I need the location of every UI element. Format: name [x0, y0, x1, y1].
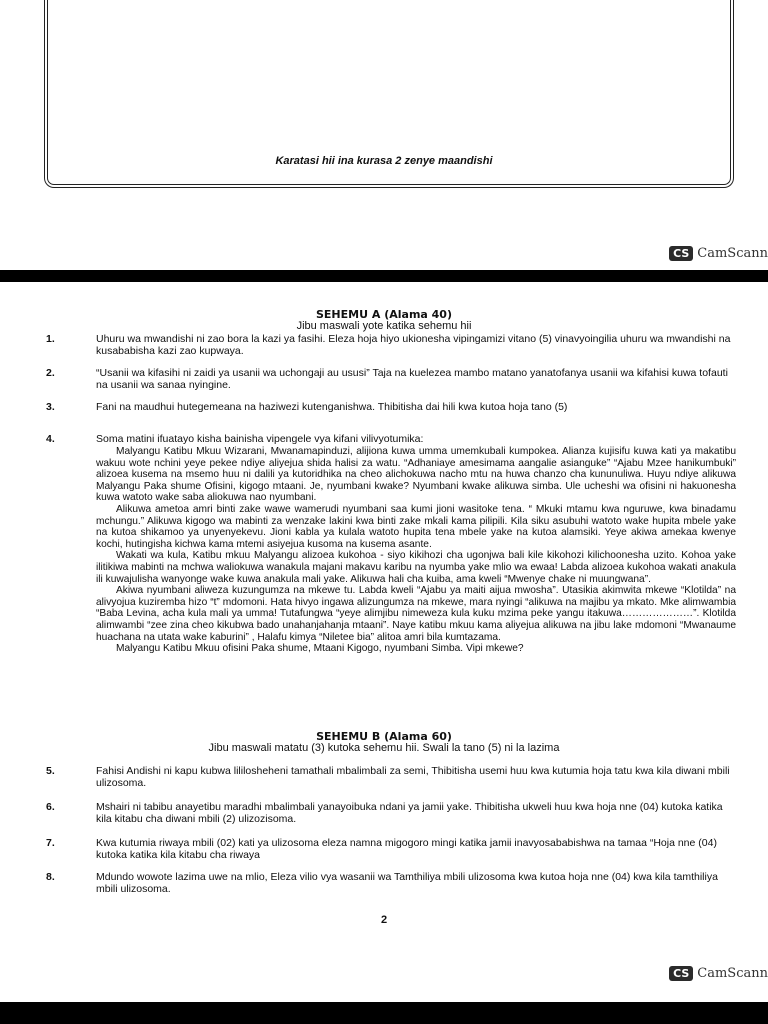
- camscanner-logo-icon: CS: [669, 246, 693, 261]
- question-number: 7.: [46, 837, 55, 849]
- question-4: [46, 434, 736, 446]
- page-count-note: Karatasi hii ina kurasa 2 zenye maandishi: [275, 155, 493, 167]
- camscanner-watermark: [669, 966, 768, 981]
- question-2: [46, 368, 736, 391]
- section-a-instruction-text: Jibu maswali yote katika sehemu hii: [296, 320, 472, 332]
- question-7: [46, 838, 736, 861]
- page-separator: [0, 270, 768, 282]
- camscanner-label: CamScann: [697, 966, 768, 981]
- question-number: 4.: [46, 433, 55, 445]
- question-text: Soma matini ifuatayo kisha bainisha vipengele vya kifani vilivyotumika:: [96, 433, 424, 445]
- passage-paragraph: Malyangu Katibu Mkuu Wizarani, Mwanamapinduzi, alijiona kuwa umma umemkubali kumpokea. Alianza kujisifu kuwa kati ya makatibu wakuu wote nchini yeye pekee ndiye aliyejua shida halisi za watu. “Adhaniaye amesimama aangalie asianguke” “Ajabu Mzee hanikumbuki” alizoea kusema na msemo huu ni dalili ya kutoridhika na cheo alichokuwa nacho mtu na huwa chanzo cha kununuliwa. Huyu ndiye alikuwa Malyangu Paka shume Ofisini, kigogo mtaani. Je, nyumbani kwake? Nyumbani kwake alikuwa simba. Ule ucheshi wa ofisini ni hakuonesha kuwa watoto wake saba aliokuwa nao nyumbani.: [96, 446, 736, 504]
- section-a-title: SEHEMU A (Alama 40): [316, 308, 452, 321]
- question-number: 1.: [46, 333, 55, 345]
- section-b-instruction: Jibu maswali matatu (3) kutoka sehemu hii. Swali la tano (5) ni la lazima: [208, 742, 560, 754]
- page-number: 2: [380, 914, 388, 926]
- reading-passage: [96, 446, 736, 655]
- section-b-title: SEHEMU B (Alama 60): [316, 730, 452, 743]
- section-a-instruction: [0, 320, 768, 332]
- camscanner-label: CamScann: [697, 246, 768, 261]
- passage-paragraph: Alikuwa ametoa amri binti zake wawe wamerudi nyumbani saa kumi jioni wasitoke tena. “ Mkuki mtamu kwa nguruwe, kwa binadamu mchungu.” Alikuwa kigogo wa mabinti za wenzake lakini kwa binti zake mkali kama pilipili. Kila siku asubuhi watoto wake hupita mbele yake na kutoa shikamoo ya unyenyekevu. Jioni kabla ya kulala watoto hupita tena mbele yake na kutoa alamsiki. Yeye akiwa amekaa kwenye kochi, hutingisha kichwa kama mtemi asiyejua kusoma na kusema asante.: [96, 503, 736, 550]
- question-1: [46, 334, 736, 357]
- camscanner-watermark: [669, 246, 768, 261]
- question-text: “Usanii wa kifasihi ni zaidi ya usanii wa uchongaji au ususi” Taja na kuelezea mambo matano yanatofanya usanii wa kifahisi kuwa tofauti na usanii wa sanaa nyingine.: [96, 367, 728, 391]
- question-text: Uhuru wa mwandishi ni zao bora la kazi ya fasihi. Eleza hoja hiyo ukionesha vipingamizi vitano (5) vinavyoingilia uhuru wa mwandishi na kusababisha kazi zao kupwaya.: [96, 333, 731, 357]
- question-number: 5.: [46, 765, 55, 777]
- question-text: Mdundo wowote lazima uwe na mlio, Eleza vilio vya wasanii wa Tamthiliya mbili ulizosoma kwa kutoa hoja nne (04) kwa kila tamthiliya mbili ulizosoma.: [96, 871, 718, 895]
- passage-paragraph: Akiwa nyumbani aliweza kuzungumza na mkewe tu. Labda kweli “Ajabu ya maiti aijua mwosha”. Utasikia akimwita mkewe “Klotilda” na alivyojua kuziremba hizo “t” mdomoni. Hata hivyo ingawa alizungumza na mkewe, mara nyingi “alikuwa na majibu ya mkato. Mke alimwambia “Baba Levina, acha kula mali ya umma! Tutafungwa “yeye alimjibu nimeweza kula kuku mzima peke yangu itakuwa…………………”. Klotilda alimwambi “zee zina cheo kikubwa bado unahanjahanja mtaani”. Naye katibu mkuu kama aliyejua alikuwa na jibu lake mdomoni “Mwanaume huachana na utata wake kaburini” , Halafu kimya “Niletee bia” alitoa amri bila kumtazama.: [96, 585, 736, 643]
- passage-paragraph: Malyangu Katibu Mkuu ofisini Paka shume, Mtaani Kigogo, nyumbani Simba. Vipi mkewe?: [116, 643, 524, 655]
- question-number: 6.: [46, 801, 55, 813]
- question-text: Fahisi Andishi ni kapu kubwa lililosheheni tamathali mbalimbali za semi, Thibitisha usemi huu kwa kutumia hoja tatu kwa kila diwani mbili ulizosoma.: [96, 765, 730, 789]
- question-3: [46, 402, 736, 414]
- question-8: [46, 872, 736, 895]
- page-two: [0, 282, 768, 994]
- question-text: Kwa kutumia riwaya mbili (02) kati ya ulizosoma eleza namna migogoro mingi katika jamii inavyosababishwa na tamaa “Hoja nne (04) kutoka katika kila kitabu cha riwaya: [96, 837, 717, 861]
- page-one-bottom: [0, 0, 768, 270]
- question-number: 2.: [46, 367, 55, 379]
- question-text: Mshairi ni tabibu anayetibu maradhi mbalimbali yanayoibuka ndani ya jamii yake. Thibitisha ukweli huu kwa hoja nne (04) kutoka katika kila kitabu cha diwani mbili (2) ulizozisoma.: [96, 801, 723, 825]
- question-5: [46, 766, 736, 789]
- question-text: Fani na maudhui hutegemeana na haziwezi kutenganishwa. Thibitisha dai hili kwa kutoa hoja tano (5): [96, 401, 568, 413]
- camscanner-logo-icon: CS: [669, 966, 693, 981]
- question-6: [46, 802, 736, 825]
- page-separator: [0, 1002, 768, 1024]
- question-number: 8.: [46, 871, 55, 883]
- question-number: 3.: [46, 401, 55, 413]
- passage-paragraph: Wakati wa kula, Katibu mkuu Malyangu alizoea kukohoa - siyo kikihozi cha ugonjwa bali kile kikohozi kilichoonesha uzito. Kohoa yake ilitikiwa mabinti na mchwa waliokuwa wanakula majani makavu karibu na nyumba yake mlio wa ewaa! Labda alizoea kukohoa wakati anakula ili kuwajulisha wanyonge wake kuwa anakula mali yake. Alikuwa hali cha kuiba, ama kweli “Mwenye chake ni muungwana”.: [96, 550, 736, 585]
